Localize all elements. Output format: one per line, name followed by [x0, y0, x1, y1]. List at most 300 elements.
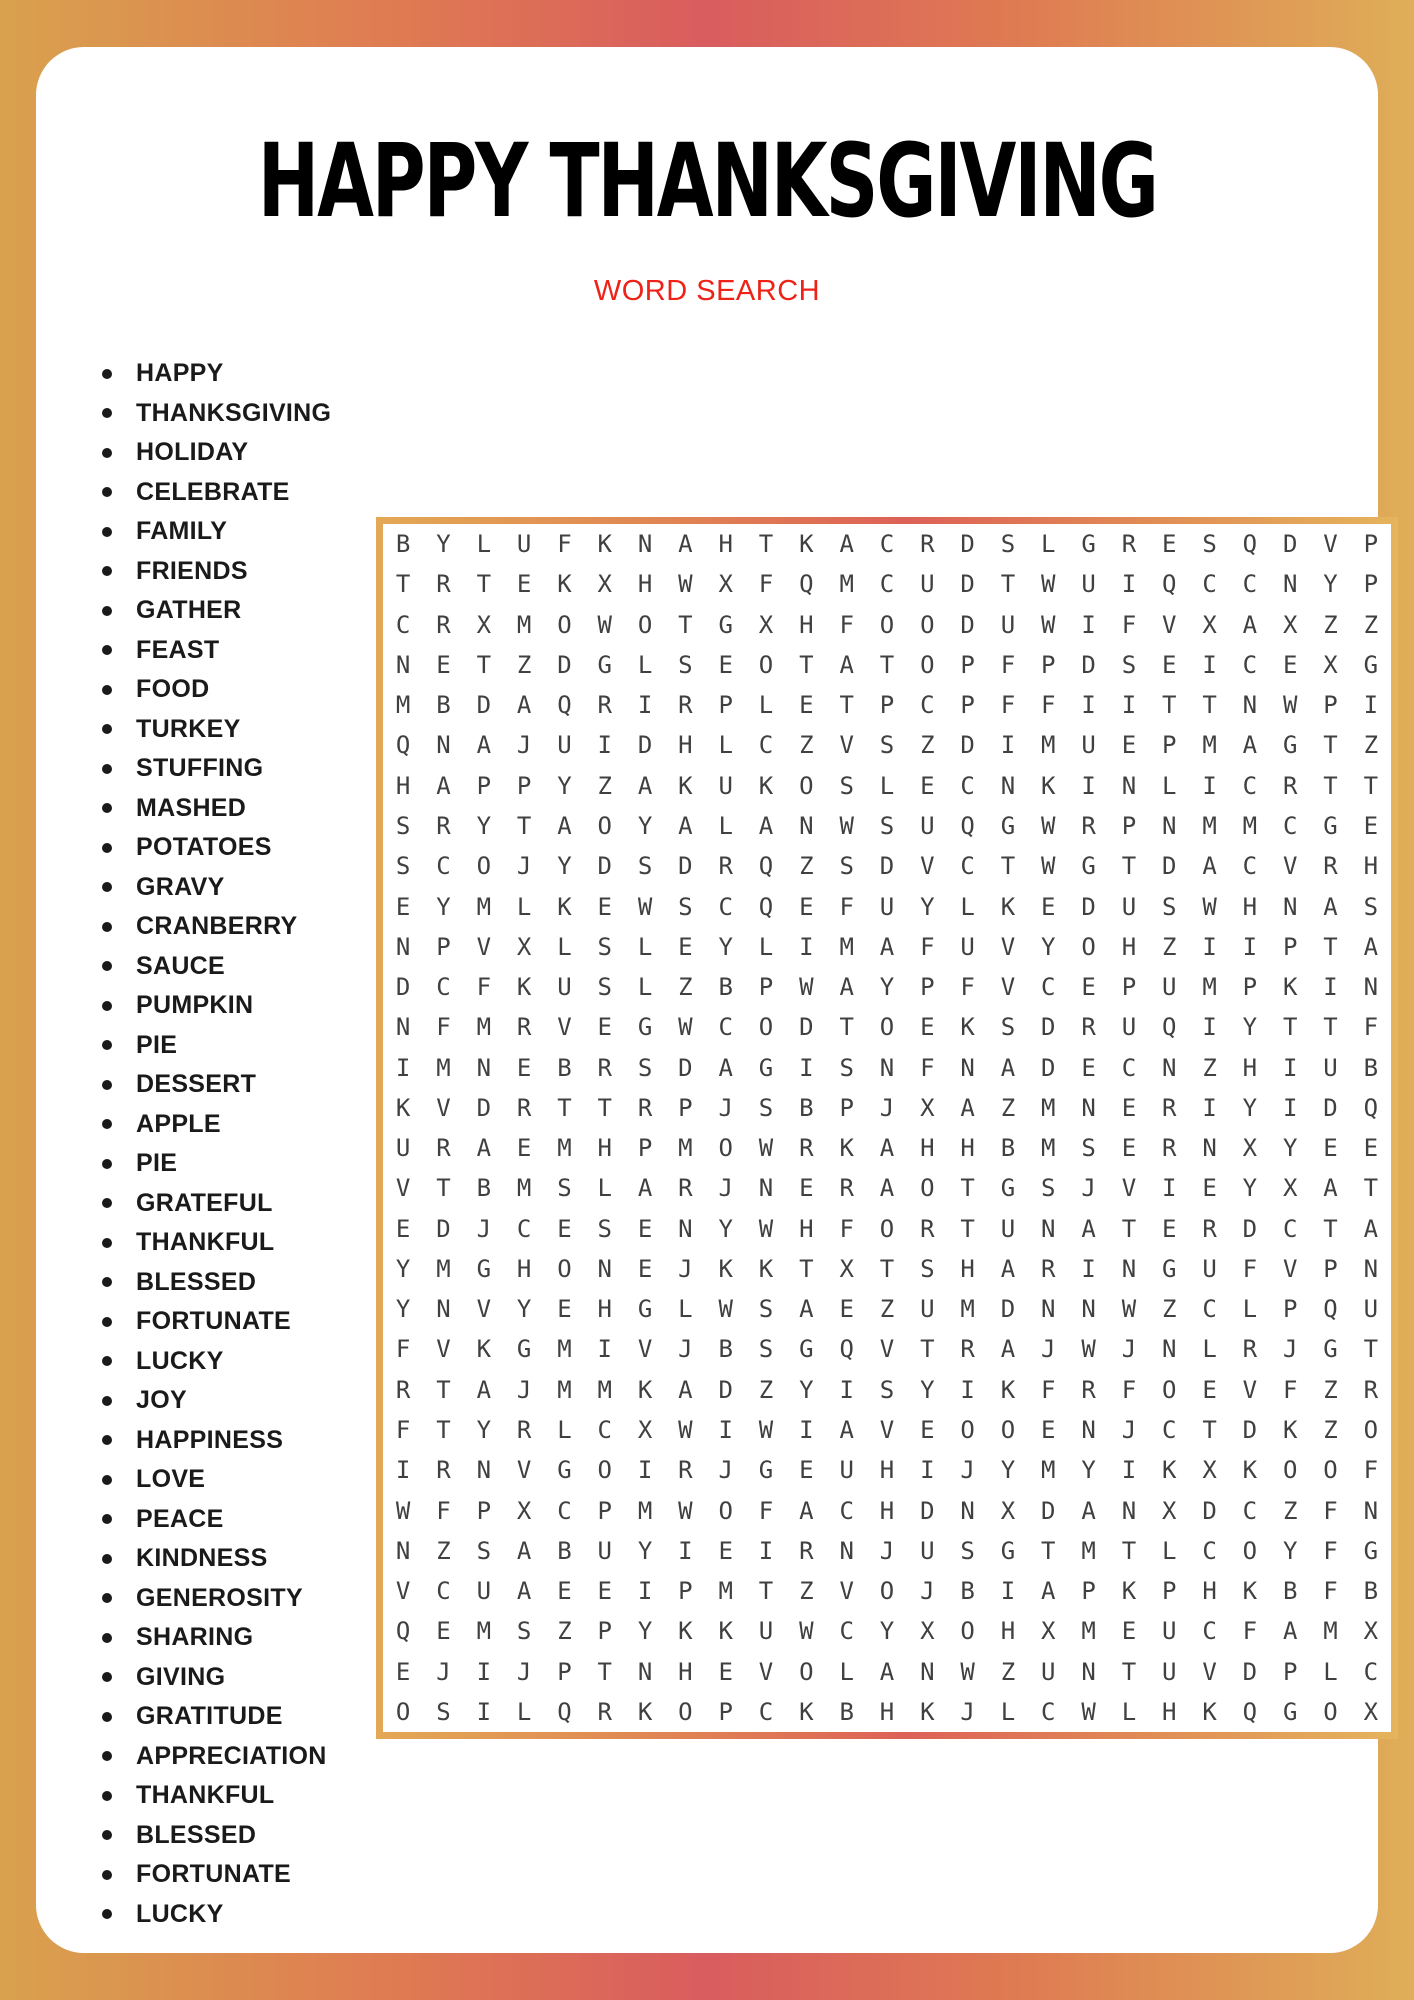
grid-cell: D [1162, 852, 1177, 881]
grid-cell: O [799, 771, 814, 800]
grid-cell: S [879, 1375, 895, 1404]
grid-cell: T [1162, 691, 1177, 720]
word-list-item: HAPPINESS [102, 1421, 331, 1461]
grid-cell: U [1121, 1013, 1137, 1042]
grid-cell: O [960, 1415, 975, 1444]
grid-cell: R [1121, 530, 1137, 559]
grid-cell: N [960, 1053, 975, 1082]
grid-cell: T [1363, 1335, 1379, 1364]
grid-cell: N [1202, 1134, 1217, 1163]
grid-cell: S [637, 1053, 653, 1082]
grid-cell: N [799, 811, 814, 840]
grid-cell: D [1202, 1496, 1217, 1525]
grid-cell: G [1323, 1335, 1338, 1364]
grid-cell: C [960, 771, 975, 800]
grid-cell: A [1363, 1214, 1379, 1243]
grid-cell: Z [1323, 1375, 1338, 1404]
grid-cell: R [436, 1134, 451, 1163]
page-subtitle: WORD SEARCH [593, 275, 821, 307]
grid-cell: H [1162, 1697, 1177, 1726]
worksheet-card [36, 47, 1378, 1953]
grid-cell: T [678, 610, 693, 639]
grid-cell: L [758, 932, 774, 961]
grid-cell: V [1282, 852, 1298, 881]
grid-cell: G [476, 1254, 492, 1283]
grid-cell: J [1081, 1174, 1096, 1203]
grid-cell: L [960, 892, 975, 921]
grid-cell: I [1081, 771, 1096, 800]
grid-cell: D [436, 1214, 451, 1243]
grid-cell: C [1242, 771, 1258, 800]
grid-cell: O [879, 1214, 895, 1243]
grid-cell: I [1202, 932, 1217, 961]
grid-cell: U [920, 570, 935, 599]
grid-cell: E [1282, 650, 1298, 679]
grid-cell: C [758, 731, 774, 760]
grid-cell: N [436, 731, 451, 760]
grid-cell: Y [1041, 932, 1056, 961]
grid-cell: X [1282, 610, 1298, 639]
grid-cell: T [436, 1375, 451, 1404]
grid-cell: N [1041, 1295, 1056, 1324]
grid-cell: R [637, 1093, 653, 1122]
grid-cell: M [1081, 1617, 1096, 1646]
grid-cell: T [1282, 1013, 1298, 1042]
grid-cell: M [1081, 1536, 1096, 1565]
word-list-item: FORTUNATE [102, 1302, 331, 1342]
grid-cell: N [1162, 811, 1177, 840]
grid-cell: I [1202, 1093, 1217, 1122]
grid-cell: H [1242, 892, 1258, 921]
grid-cell: N [597, 1254, 612, 1283]
grid-cell: S [1000, 1013, 1016, 1042]
grid-cell: T [436, 1174, 451, 1203]
grid-cell: R [1081, 811, 1096, 840]
grid-cell: R [436, 1456, 451, 1485]
grid-cell: H [960, 1134, 975, 1163]
grid-cell: T [1363, 771, 1379, 800]
grid-cell: Y [436, 530, 451, 559]
grid-cell: J [1041, 1335, 1056, 1364]
grid-cell: H [879, 1697, 895, 1726]
grid-cell: Z [1202, 1053, 1217, 1082]
grid-cell: A [1323, 1174, 1338, 1203]
grid-cell: H [799, 610, 814, 639]
grid-cell: C [1242, 852, 1258, 881]
grid-cell: J [516, 852, 532, 881]
grid-cell: F [436, 1496, 451, 1525]
grid-cell: O [718, 1496, 733, 1525]
grid-cell: E [799, 1456, 814, 1485]
word-list-item: FEAST [102, 631, 331, 671]
grid-cell: N [1121, 1254, 1137, 1283]
grid-cell: C [1363, 1657, 1379, 1686]
grid-cell: P [1363, 530, 1379, 559]
grid-cell: M [637, 1496, 653, 1525]
grid-cell: I [1363, 691, 1379, 720]
grid-cell: J [1121, 1415, 1137, 1444]
grid-cell: O [718, 1134, 733, 1163]
grid-cell: O [879, 1013, 895, 1042]
grid-cell: U [1041, 1657, 1056, 1686]
grid-cell: H [1363, 852, 1379, 881]
word-list-item: FAMILY [102, 512, 331, 552]
grid-cell: E [1121, 731, 1137, 760]
grid-cell: U [1323, 1053, 1338, 1082]
grid-cell: T [597, 1657, 612, 1686]
grid-cell: C [1041, 973, 1056, 1002]
grid-cell: Z [920, 731, 935, 760]
grid-cell: U [879, 892, 895, 921]
grid-cell: Y [436, 892, 451, 921]
grid-cell: A [516, 691, 532, 720]
grid-cell: V [557, 1013, 572, 1042]
grid-cell: C [436, 852, 451, 881]
grid-cell: D [637, 731, 653, 760]
grid-cell: A [516, 1536, 532, 1565]
grid-cell: S [395, 852, 411, 881]
grid-cell: E [799, 691, 814, 720]
grid-cell: F [1323, 1496, 1338, 1525]
grid-cell: W [678, 1013, 693, 1042]
grid-cell: F [839, 610, 854, 639]
grid-cell: K [960, 1013, 975, 1042]
grid-cell: K [516, 973, 532, 1002]
grid-cell: F [1323, 1577, 1338, 1606]
grid-cell: F [395, 1415, 411, 1444]
grid-cell: A [1282, 1617, 1298, 1646]
grid-cell: Y [799, 1375, 814, 1404]
grid-cell: I [1282, 1053, 1298, 1082]
word-list-item: PIE [102, 1144, 331, 1184]
grid-cell: C [395, 610, 411, 639]
grid-cell: V [1000, 932, 1016, 961]
grid-cell: S [839, 1053, 854, 1082]
grid-cell: E [799, 1174, 814, 1203]
grid-cell: O [1000, 1415, 1016, 1444]
grid-cell: T [1323, 771, 1338, 800]
grid-cell: Z [879, 1295, 895, 1324]
grid-cell: B [436, 691, 451, 720]
grid-cell: K [1242, 1577, 1258, 1606]
grid-cell: T [879, 1254, 895, 1283]
grid-cell: N [637, 1657, 653, 1686]
grid-cell: D [1041, 1053, 1056, 1082]
grid-cell: G [1081, 530, 1096, 559]
grid-cell: Q [1162, 1013, 1177, 1042]
grid-cell: R [920, 530, 935, 559]
grid-cell: A [1363, 932, 1379, 961]
grid-cell: N [1363, 973, 1379, 1002]
grid-cell: J [678, 1335, 693, 1364]
grid-cell: C [1202, 570, 1217, 599]
grid-cell: J [718, 1456, 733, 1485]
grid-cell: I [960, 1375, 975, 1404]
grid-cell: X [1202, 610, 1217, 639]
grid-cell: R [799, 1134, 814, 1163]
grid-cell: U [839, 1456, 854, 1485]
grid-cell: A [637, 771, 653, 800]
grid-cell: H [799, 1214, 814, 1243]
grid-cell: Y [920, 1375, 935, 1404]
grid-cell: V [1282, 1254, 1298, 1283]
grid-cell: E [637, 1214, 653, 1243]
grid-cell: T [1363, 1174, 1379, 1203]
grid-cell: V [1323, 530, 1338, 559]
grid-cell: I [758, 1536, 774, 1565]
grid-cell: U [920, 1536, 935, 1565]
grid-cell: D [1041, 1013, 1056, 1042]
grid-cell: S [1081, 1134, 1096, 1163]
grid-cell: T [1121, 1214, 1137, 1243]
grid-cell: L [839, 1657, 854, 1686]
grid-cell: D [1242, 1415, 1258, 1444]
grid-cell: R [799, 1536, 814, 1565]
grid-cell: E [516, 1134, 532, 1163]
grid-cell: O [557, 1254, 572, 1283]
grid-cell: Q [557, 691, 572, 720]
grid-cell: F [1041, 691, 1056, 720]
grid-cell: U [476, 1577, 492, 1606]
grid-cell: G [597, 650, 612, 679]
grid-cell: J [678, 1254, 693, 1283]
grid-cell: U [1162, 1657, 1177, 1686]
grid-cell: I [718, 1415, 733, 1444]
grid-cell: O [1081, 932, 1096, 961]
grid-cell: T [1202, 1415, 1217, 1444]
grid-cell: C [1242, 650, 1258, 679]
grid-cell: V [879, 1335, 895, 1364]
grid-cell: F [1121, 610, 1137, 639]
grid-cell: O [920, 1174, 935, 1203]
grid-cell: A [758, 811, 774, 840]
grid-cell: M [516, 1174, 532, 1203]
grid-cell: C [1202, 1536, 1217, 1565]
grid-cell: N [1363, 1496, 1379, 1525]
grid-cell: K [839, 1134, 854, 1163]
grid-cell: N [395, 650, 411, 679]
grid-cell: S [758, 1335, 774, 1364]
grid-cell: N [839, 1536, 854, 1565]
grid-cell: F [436, 1013, 451, 1042]
grid-cell: X [516, 932, 532, 961]
grid-cell: N [1000, 771, 1016, 800]
grid-cell: L [1323, 1657, 1338, 1686]
grid-cell: R [960, 1335, 975, 1364]
grid-cell: P [1282, 1295, 1298, 1324]
grid-cell: A [1242, 731, 1258, 760]
grid-cell: T [799, 650, 814, 679]
grid-cell: G [1282, 731, 1298, 760]
grid-cell: U [920, 811, 935, 840]
grid-cell: T [1323, 731, 1338, 760]
grid-cell: W [758, 1415, 774, 1444]
grid-cell: K [678, 771, 693, 800]
grid-cell: D [879, 852, 895, 881]
grid-cell: Q [960, 811, 975, 840]
grid-cell: T [1323, 1214, 1338, 1243]
grid-cell: G [758, 1053, 774, 1082]
grid-cell: C [1282, 811, 1298, 840]
grid-cell: L [597, 1174, 612, 1203]
grid-cell: C [879, 530, 895, 559]
word-list-item: FORTUNATE [102, 1855, 331, 1895]
grid-cell: E [557, 1214, 572, 1243]
grid-cell: P [758, 973, 774, 1002]
grid-cell: I [1162, 1174, 1177, 1203]
grid-cell: U [718, 771, 733, 800]
grid-cell: E [395, 1657, 411, 1686]
grid-cell: H [1202, 1577, 1217, 1606]
grid-cell: K [597, 530, 612, 559]
grid-cell: I [678, 1536, 693, 1565]
grid-cell: E [395, 1214, 411, 1243]
grid-cell: Z [1000, 1093, 1016, 1122]
grid-cell: W [1202, 892, 1217, 921]
word-list-item: MASHED [102, 789, 331, 829]
grid-cell: G [1000, 1536, 1016, 1565]
grid-cell: C [557, 1496, 572, 1525]
grid-cell: X [516, 1496, 532, 1525]
grid-cell: A [879, 932, 895, 961]
grid-cell: Y [1000, 1456, 1016, 1485]
grid-cell: I [637, 1456, 653, 1485]
grid-cell: N [1081, 1657, 1096, 1686]
grid-cell: D [1242, 1214, 1258, 1243]
grid-cell: L [637, 973, 653, 1002]
grid-cell: S [557, 1174, 572, 1203]
grid-cell: C [879, 570, 895, 599]
grid-cell: G [637, 1295, 653, 1324]
grid-cell: E [1121, 1617, 1137, 1646]
grid-cell: Y [1282, 1536, 1298, 1565]
grid-cell: N [637, 530, 653, 559]
grid-cell: T [839, 691, 854, 720]
grid-cell: V [1121, 1174, 1137, 1203]
grid-cell: P [1081, 1577, 1096, 1606]
grid-cell: M [597, 1375, 612, 1404]
grid-cell: R [1242, 1335, 1258, 1364]
grid-cell: Y [637, 1536, 653, 1565]
grid-cell: A [799, 1496, 814, 1525]
grid-cell: I [799, 1415, 814, 1444]
grid-cell: F [1242, 1254, 1258, 1283]
grid-cell: M [1041, 1456, 1056, 1485]
grid-cell: Y [395, 1254, 411, 1283]
grid-cell: G [1000, 811, 1016, 840]
grid-cell: B [839, 1697, 854, 1726]
grid-cell: C [436, 973, 451, 1002]
grid-cell: E [436, 650, 451, 679]
grid-cell: S [597, 973, 612, 1002]
grid-cell: A [1242, 610, 1258, 639]
grid-cell: I [1323, 973, 1338, 1002]
grid-cell: N [1081, 1295, 1096, 1324]
grid-cell: P [718, 1697, 733, 1726]
grid-cell: D [920, 1496, 935, 1525]
grid-cell: V [476, 1295, 492, 1324]
grid-cell: J [516, 731, 532, 760]
grid-cell: M [1202, 811, 1217, 840]
grid-cell: C [436, 1577, 451, 1606]
grid-cell: W [597, 610, 612, 639]
grid-cell: R [516, 1093, 532, 1122]
grid-cell: K [678, 1617, 693, 1646]
grid-cell: J [718, 1174, 733, 1203]
grid-cell: T [1121, 852, 1137, 881]
grid-cell: N [476, 1053, 492, 1082]
grid-cell: S [758, 1093, 774, 1122]
grid-cell: Z [799, 852, 814, 881]
grid-cell: N [395, 932, 411, 961]
grid-cell: S [1041, 1174, 1056, 1203]
grid-cell: I [1282, 1093, 1298, 1122]
grid-cell: D [1081, 892, 1096, 921]
grid-cell: I [1081, 1254, 1096, 1283]
grid-cell: I [1121, 1456, 1137, 1485]
grid-cell: M [516, 610, 532, 639]
word-list-item: BLESSED [102, 1263, 331, 1303]
grid-cell: P [557, 1657, 572, 1686]
grid-cell: W [758, 1214, 774, 1243]
grid-cell: V [839, 731, 854, 760]
grid-cell: G [637, 1013, 653, 1042]
grid-cell: Y [476, 1415, 492, 1444]
grid-cell: R [597, 691, 612, 720]
grid-cell: H [516, 1254, 532, 1283]
grid-cell: E [920, 1415, 935, 1444]
grid-cell: C [920, 691, 935, 720]
word-list-item: STUFFING [102, 749, 331, 789]
grid-cell: U [1202, 1254, 1217, 1283]
grid-cell: I [597, 731, 612, 760]
grid-cell: U [1162, 973, 1177, 1002]
grid-cell: T [839, 1013, 854, 1042]
grid-cell: X [1323, 650, 1338, 679]
grid-cell: C [839, 1617, 854, 1646]
grid-cell: R [597, 1697, 612, 1726]
grid-cell: N [1081, 1415, 1096, 1444]
grid-cell: P [960, 650, 975, 679]
grid-cell: A [1202, 852, 1217, 881]
grid-cell: I [395, 1456, 411, 1485]
grid-cell: P [960, 691, 975, 720]
grid-cell: A [839, 650, 854, 679]
grid-cell: M [557, 1335, 572, 1364]
grid-cell: K [557, 570, 572, 599]
page-title-text: HAPPY THANKSGIVING [257, 122, 1157, 241]
grid-cell: F [1000, 691, 1016, 720]
grid-cell: T [879, 650, 895, 679]
grid-cell: D [557, 650, 572, 679]
grid-cell: E [1041, 892, 1056, 921]
grid-cell: D [678, 852, 693, 881]
grid-cell: S [1202, 530, 1217, 559]
grid-cell: I [1121, 570, 1137, 599]
grid-cell: X [1363, 1617, 1379, 1646]
word-list-item: GIVING [102, 1658, 331, 1698]
grid-cell: Q [758, 892, 774, 921]
grid-cell: R [1162, 1134, 1177, 1163]
grid-cell: Z [1363, 731, 1379, 760]
grid-cell: S [920, 1254, 935, 1283]
grid-cell: G [1363, 650, 1379, 679]
grid-cell: R [718, 852, 733, 881]
grid-cell: J [436, 1657, 451, 1686]
grid-cell: R [1282, 771, 1298, 800]
grid-cell: O [1282, 1456, 1298, 1485]
grid-cell: W [1081, 1335, 1096, 1364]
